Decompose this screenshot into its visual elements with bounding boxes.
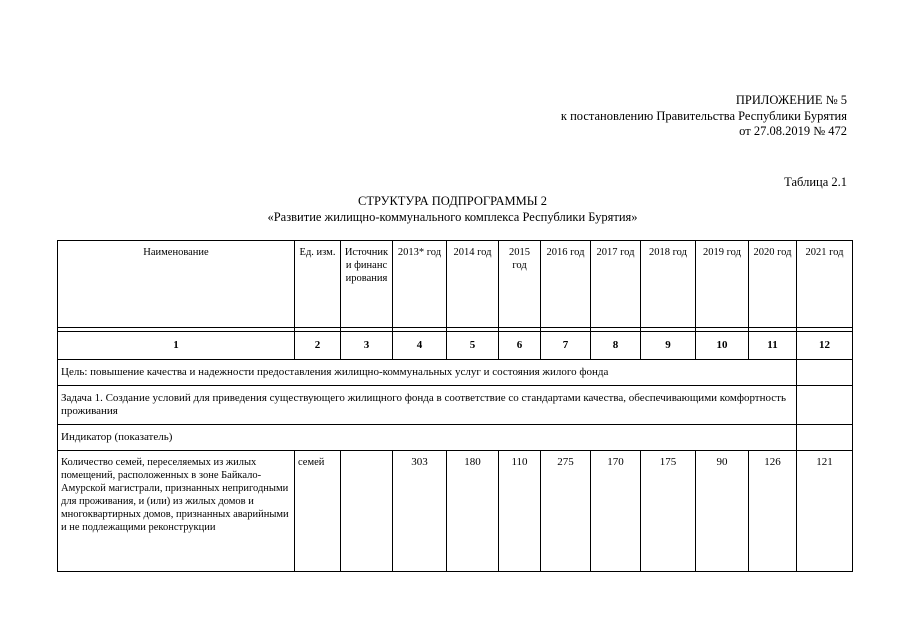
header-cell: 2018 год [641,241,696,328]
header-cell: Ед. изм. [295,241,341,328]
value-2017: 170 [591,451,641,572]
document-title [0,193,905,225]
header-cell: 2016 год [541,241,591,328]
value-2016: 275 [541,451,591,572]
value-2015: 110 [499,451,541,572]
header-cell: 2019 год [696,241,749,328]
value-2013: 303 [393,451,447,572]
header-row [58,241,853,328]
title-line-2: «Развитие жилищно-коммунального комплекса Республики Бурятия» [267,210,638,224]
goal-row [58,360,853,386]
value-2019: 90 [696,451,749,572]
appendix-title: ПРИЛОЖЕНИЕ № 5 [735,93,847,107]
value-2021: 121 [797,451,853,572]
column-number-row [58,332,853,360]
column-number: 7 [541,332,591,360]
task-text: Задача 1. Создание условий для приведения существующего жилищного фонда в соответствие со стандартами качества, обеспечивающими комфортность проживания [58,386,797,425]
appendix-resolution: к постановлению Правительства Республики Бурятия [560,108,847,123]
column-number: 8 [591,332,641,360]
header-cell: Источники финансирования [341,241,393,328]
column-number: 4 [393,332,447,360]
header-cell: 2021 год [797,241,853,328]
appendix-header [561,93,847,140]
column-number: 1 [58,332,295,360]
column-number: 9 [641,332,696,360]
title-line-1: СТРУКТУРА ПОДПРОГРАММЫ 2 [357,194,548,208]
indicator-text: Индикатор (показатель) [58,425,797,451]
table-row [58,451,853,572]
column-number: 2 [295,332,341,360]
header-cell: Наименование [58,241,295,328]
column-number: 10 [696,332,749,360]
indicator-name: Количество семей, переселяемых из жилых помещений, расположенных в зоне Байкало-Амурской магистрали, признанных непригодными для проживания, и (или) из жилых домов и многоквартирных домов, признанных аварийными и не подлежащими реконструкции [58,451,295,572]
unit-cell: семей [295,451,341,572]
column-number: 3 [341,332,393,360]
value-2014: 180 [447,451,499,572]
source-cell [341,451,393,572]
table-number: Таблица 2.1 [784,175,847,189]
indicator-row [58,425,853,451]
task-row [58,386,853,425]
appendix-date: от 27.08.2019 № 472 [739,124,847,138]
structure-table [57,240,853,572]
column-number: 12 [797,332,853,360]
header-cell: 2020 год [749,241,797,328]
header-cell: 2013* год [393,241,447,328]
goal-text: Цель: повышение качества и надежности предоставления жилищно-коммунальных услуг и состояния жилого фонда [58,360,797,386]
column-number: 6 [499,332,541,360]
value-2020: 126 [749,451,797,572]
header-cell: 2014 год [447,241,499,328]
header-cell: 2015 год [499,241,541,328]
column-number: 5 [447,332,499,360]
value-2018: 175 [641,451,696,572]
header-cell: 2017 год [591,241,641,328]
column-number: 11 [749,332,797,360]
